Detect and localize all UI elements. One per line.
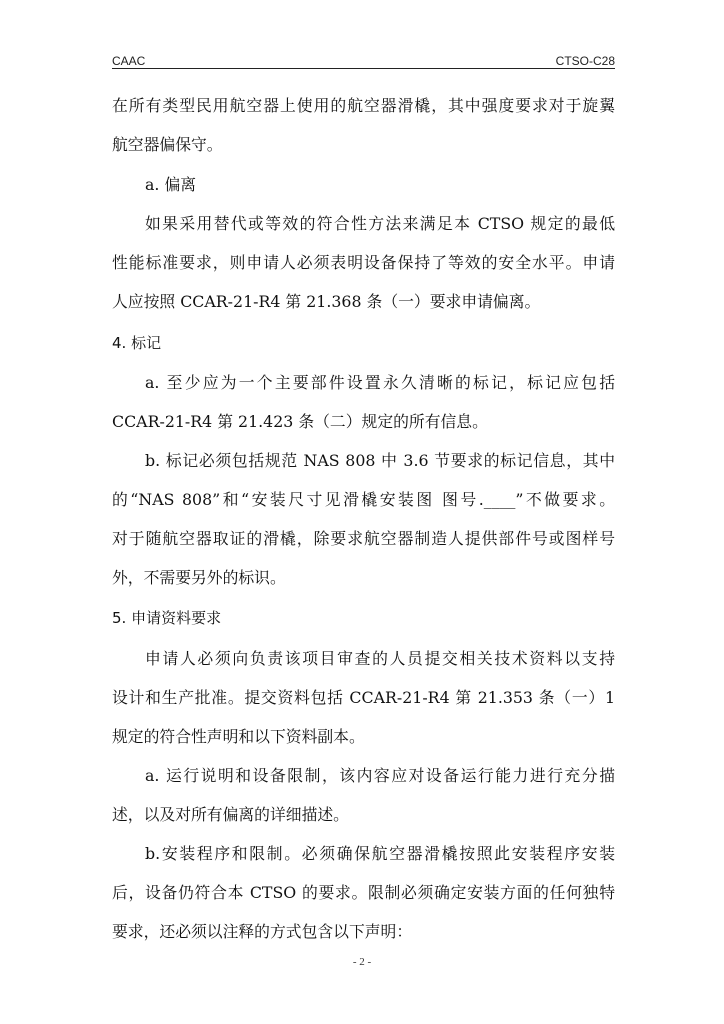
body-line: 后，设备仍符合本 CTSO 的要求。限制必须确定安装方面的任何独特 [112,883,615,902]
header-left-text: CAAC [112,54,146,68]
body-line: b.安装程序和限制。必须确保航空器滑橇按照此安装程序安装 [145,844,615,863]
body-line: b. 标记必须包括规范 NAS 808 中 3.6 节要求的标记信息，其中 [145,451,615,470]
header-right-text: CTSO-C28 [555,54,615,68]
body-line: 外，不需要另外的标识。 [112,568,286,587]
page-number: - 2 - [352,956,372,968]
body-line: 设计和生产批准。提交资料包括 CCAR-21-R4 第 21.353 条（一）1 [112,688,615,707]
body-line: 航空器偏保守。 [112,135,223,154]
page-header [112,54,615,68]
section-heading: 4. 标记 [112,334,162,352]
body-line: 述，以及对所有偏离的详细描述。 [112,805,349,824]
body-line: 人应按照 CCAR-21-R4 第 21.368 条（一）要求申请偏离。 [112,292,541,311]
body-line: 性能标准要求，则申请人必须表明设备保持了等效的安全水平。申请 [112,253,615,272]
section-heading: 5. 申请资料要求 [112,609,222,627]
header-rule [112,68,615,69]
body-line: CCAR-21-R4 第 21.423 条（二）规定的所有信息。 [112,412,488,431]
body-line: 规定的符合性声明和以下资料副本。 [112,727,365,746]
body-line: a. 运行说明和设备限制，该内容应对设备运行能力进行充分描 [145,766,615,785]
body-line: 申请人必须向负责该项目审查的人员提交相关技术资料以支持 [145,649,615,668]
body-line: a. 至少应为一个主要部件设置永久清晰的标记，标记应包括 [145,373,615,392]
subsection-heading: a. 偏离 [145,175,197,194]
body-line: 如果采用替代或等效的符合性方法来满足本 CTSO 规定的最低 [145,214,615,233]
body-line: 在所有类型民用航空器上使用的航空器滑橇，其中强度要求对于旋翼 [112,96,615,115]
body-line: 的“NAS 808”和“安装尺寸见滑橇安装图 图号.____”不做要求。 [112,490,615,509]
body-line: 要求，还必须以注释的方式包含以下声明： [112,922,413,941]
body-line: 对于随航空器取证的滑橇，除要求航空器制造人提供部件号或图样号 [112,529,615,548]
